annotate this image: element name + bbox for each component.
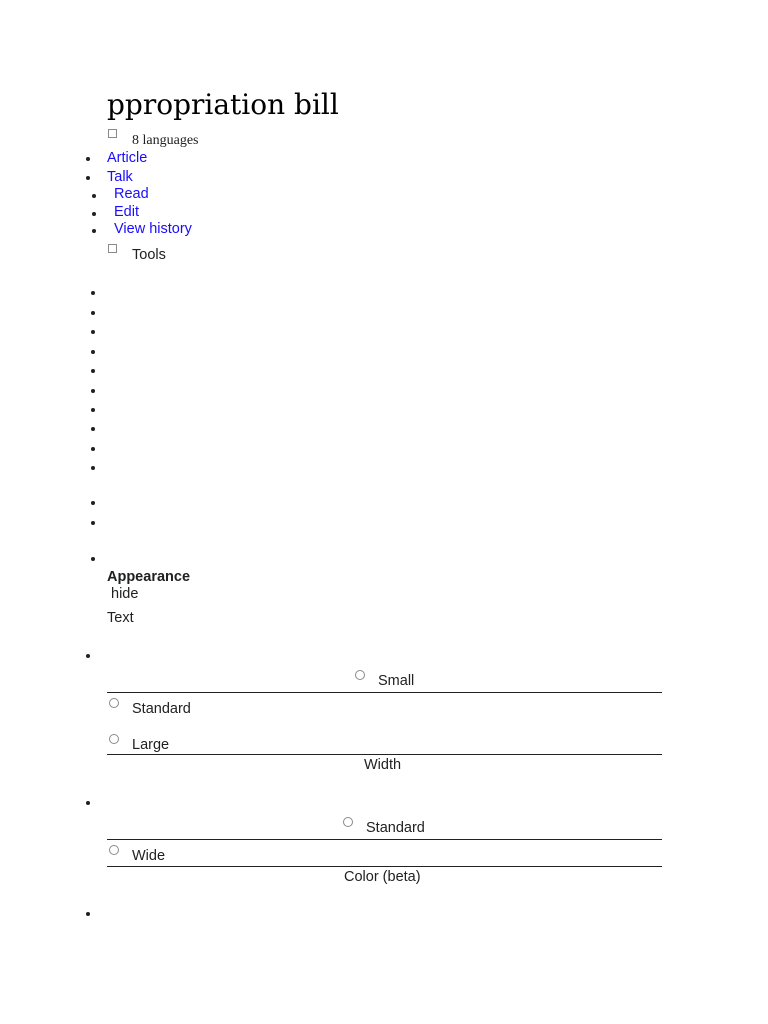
list-bullet bbox=[86, 801, 90, 805]
tab-talk[interactable]: Talk bbox=[107, 169, 133, 185]
list-bullet bbox=[86, 654, 90, 658]
text-section-label: Text bbox=[107, 610, 134, 626]
width-wide-label[interactable]: Wide bbox=[132, 848, 166, 864]
divider bbox=[107, 754, 662, 755]
list-bullet bbox=[91, 291, 95, 295]
tab-article[interactable]: Article bbox=[107, 150, 148, 166]
list-bullet bbox=[91, 447, 95, 451]
page-title: ppropriation bill bbox=[107, 88, 339, 121]
list-bullet bbox=[91, 466, 95, 470]
text-small-label[interactable]: Small bbox=[378, 673, 415, 689]
list-bullet bbox=[91, 521, 95, 525]
list-bullet bbox=[86, 157, 90, 161]
list-bullet bbox=[91, 389, 95, 393]
text-large-radio[interactable] bbox=[109, 734, 119, 744]
appearance-heading: Appearance bbox=[107, 569, 191, 585]
color-section-label: Color (beta) bbox=[344, 869, 421, 885]
tools-label[interactable]: Tools bbox=[132, 247, 166, 263]
width-wide-radio[interactable] bbox=[109, 845, 119, 855]
list-bullet bbox=[91, 330, 95, 334]
width-section-label: Width bbox=[364, 757, 402, 773]
list-bullet bbox=[91, 350, 95, 354]
width-standard-radio[interactable] bbox=[343, 817, 353, 827]
tab-view-history[interactable]: View history bbox=[114, 221, 192, 237]
list-bullet bbox=[91, 557, 95, 561]
text-standard-label[interactable]: Standard bbox=[132, 701, 191, 717]
width-standard-label[interactable]: Standard bbox=[366, 820, 425, 836]
divider bbox=[107, 692, 662, 693]
text-small-radio[interactable] bbox=[355, 670, 365, 680]
list-bullet bbox=[92, 194, 96, 198]
list-bullet bbox=[91, 311, 95, 315]
list-bullet bbox=[91, 501, 95, 505]
appearance-hide-button[interactable]: hide bbox=[111, 586, 139, 602]
divider bbox=[107, 839, 662, 840]
languages-label[interactable]: 8 languages bbox=[132, 133, 199, 148]
list-bullet bbox=[86, 912, 90, 916]
list-bullet bbox=[91, 408, 95, 412]
list-bullet bbox=[91, 427, 95, 431]
list-bullet bbox=[86, 176, 90, 180]
text-large-label[interactable]: Large bbox=[132, 737, 170, 753]
list-bullet bbox=[92, 212, 96, 216]
list-bullet bbox=[91, 369, 95, 373]
divider bbox=[107, 866, 662, 867]
languages-checkbox[interactable] bbox=[108, 129, 117, 138]
tools-checkbox[interactable] bbox=[108, 244, 117, 253]
tab-edit[interactable]: Edit bbox=[114, 204, 139, 220]
tab-read[interactable]: Read bbox=[114, 186, 149, 202]
text-standard-radio[interactable] bbox=[109, 698, 119, 708]
list-bullet bbox=[92, 229, 96, 233]
